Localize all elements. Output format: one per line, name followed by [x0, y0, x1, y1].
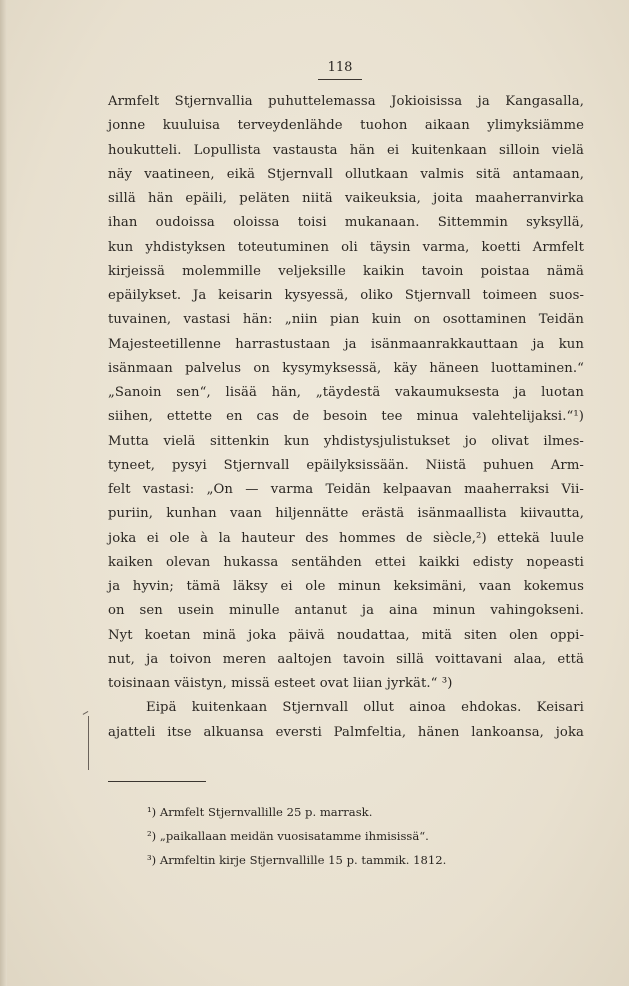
- text-line: Armfelt Stjernvallia puhuttelemassa Jokioisissa ja Kangasalla,: [108, 94, 584, 109]
- footnote-marker: ²): [147, 829, 157, 843]
- text-line: ajatteli itse alkuansa eversti Palmfeltia, hänen lankoansa, joka: [108, 724, 584, 740]
- body-text: [108, 90, 584, 745]
- text-line: ja hyvin; tämä läksy ei ole minun keksimäni, vaan kokemus: [108, 579, 584, 594]
- text-line: jonne kuuluisa terveydenlähde tuohon aikaan ylimyksiämme: [108, 118, 584, 134]
- text-line: sillä hän epäili, peläten niitä vaikeuksia, joita maaherranvirka: [108, 191, 584, 206]
- text-line: joka ei ole à la hauteur des hommes de siècle,²) ettekä luule: [108, 530, 584, 546]
- text-line: isänmaan palvelus on kysymyksessä, käy häneen luottaminen.“: [108, 360, 584, 376]
- footnote-2: [147, 824, 567, 848]
- text-line: toisinaan väistyn, missä esteet ovat liian jyrkät.“ ³): [108, 676, 453, 691]
- text-line: tuvainen, vastasi hän: „niin pian kuin on osottaminen Teidän: [108, 312, 584, 328]
- text-line: kun yhdistyksen toteutuminen oli täysin varma, koetti Armfelt: [108, 239, 584, 255]
- page-edge: [0, 0, 7, 986]
- footnote-text: Armfelt Stjernvallille 25 p. marrask.: [159, 805, 373, 819]
- footnote-text: „paikallaan meidän vuosisatamme ihmisissä“.: [159, 829, 429, 843]
- text-line: siihen, ettette en cas de besoin tee minua valehtelijaksi.“¹): [108, 409, 584, 425]
- text-line: tyneet, pysyi Stjernvall epäilyksissään. Niistä puhuen Arm-: [108, 457, 584, 473]
- text-line: Nyt koetan minä joka päivä noudattaa, mitä siten olen oppi-: [108, 627, 584, 643]
- text-line: felt vastasi: „On — varma Teidän kelpaavan maaherraksi Vii-: [108, 482, 584, 497]
- footnote-marker: ³): [147, 853, 157, 867]
- footnote-3: [147, 848, 567, 872]
- page-number: 118: [318, 60, 362, 80]
- text-line: puriin, kunhan vaan hiljennätte erästä isänmaallista kiivautta,: [108, 506, 584, 522]
- margin-pencil-mark: [88, 716, 97, 770]
- footnote-text: Armfeltin kirje Stjernvallille 15 p. tammik. 1812.: [159, 853, 447, 867]
- footnote-1: [147, 800, 567, 824]
- text-line: kirjeissä molemmille veljeksille kaikin tavoin poistaa nämä: [108, 263, 584, 279]
- text-line: nut, ja toivon meren aaltojen tavoin sillä voittavani alaa, että: [108, 651, 584, 667]
- text-line: Mutta vielä sittenkin kun yhdistysjulistukset jo olivat ilmes-: [108, 433, 584, 449]
- text-line: epäilykset. Ja keisarin kysyessä, oliko Stjernvall toimeen suos-: [108, 288, 584, 303]
- footnote-marker: ¹): [147, 805, 157, 819]
- text-line: Majesteetillenne harrastustaan ja isänmaanrakkauttaan ja kun: [108, 336, 584, 352]
- text-line: houkutteli. Lopullista vastausta hän ei kuitenkaan silloin vielä: [108, 142, 584, 158]
- footnote-divider: [108, 781, 206, 782]
- text-line: „Sanoin sen“, lisää hän, „täydestä vakaumuksesta ja luotan: [108, 385, 584, 400]
- text-line: on sen usein minulle antanut ja aina minun vahingokseni.: [108, 603, 584, 619]
- text-line: ihan oudoissa oloissa toisi mukanaan. Sittemmin syksyllä,: [108, 215, 584, 231]
- footnotes: [147, 800, 567, 872]
- text-line: näy vaatineen, eikä Stjernvall ollutkaan valmis sitä antamaan,: [108, 166, 584, 182]
- text-line-paragraph-start: Eipä kuitenkaan Stjernvall ollut ainoa ehdokas. Keisari: [146, 700, 584, 716]
- text-line: kaiken olevan hukassa sentähden ettei kaikki edisty nopeasti: [108, 554, 584, 570]
